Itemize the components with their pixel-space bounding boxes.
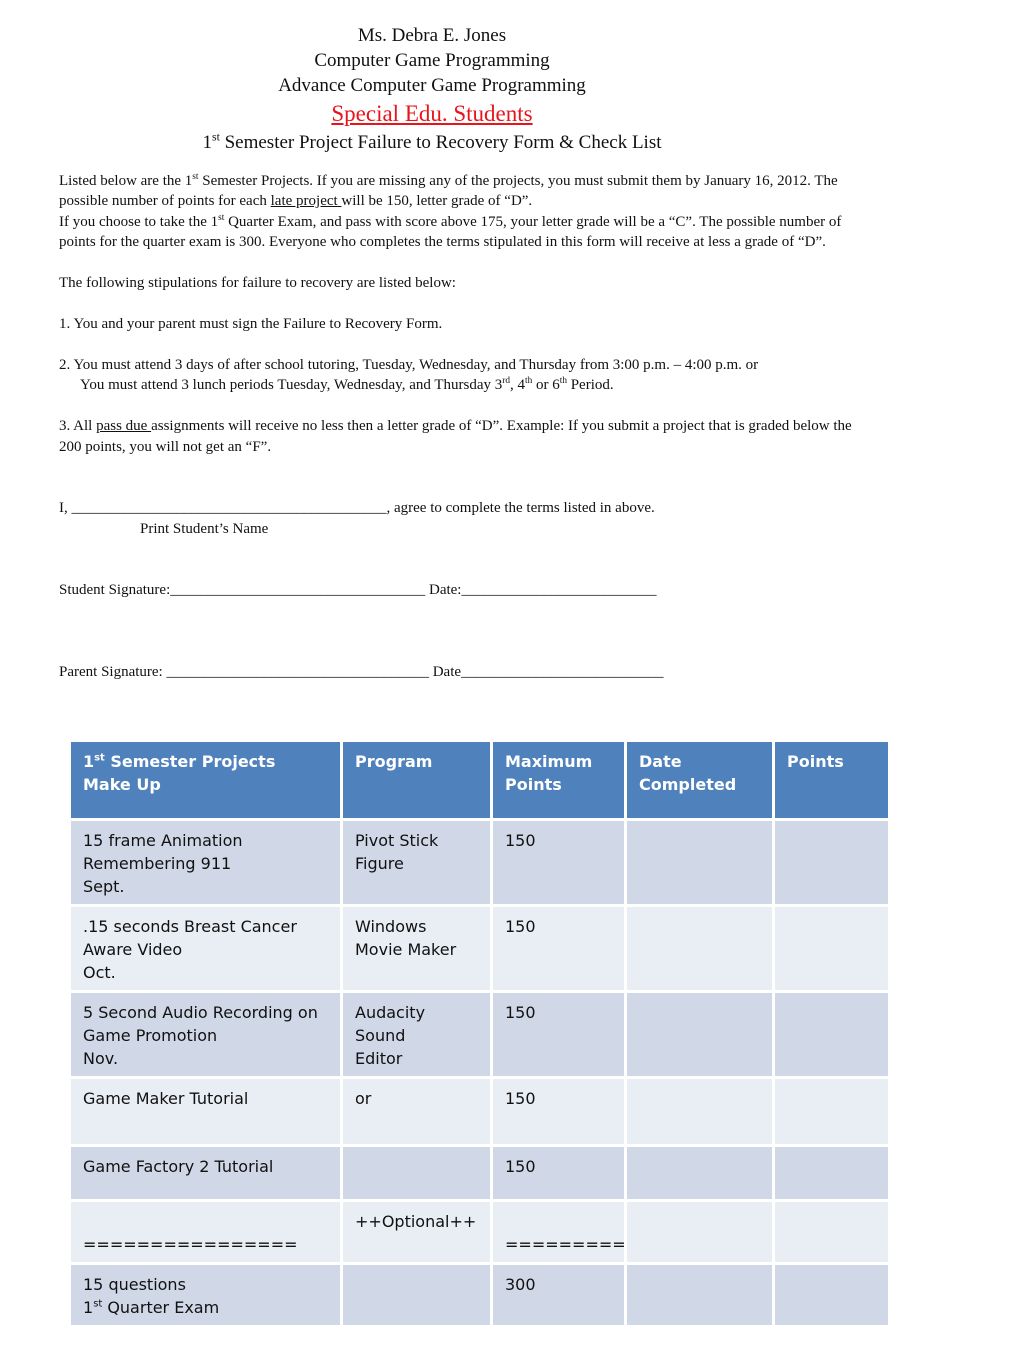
stipulations-heading: The following stipulations for failure to recovery are listed below:	[59, 275, 456, 291]
date-completed-cell	[626, 1201, 774, 1264]
date-completed-cell	[626, 1146, 774, 1201]
points-cell	[774, 1146, 890, 1201]
program-cell: or	[342, 1078, 492, 1146]
intro-line-3: If you choose to take the 1st Quarter Exam, and pass with score above 175, your letter grade will be a “C”. The possible number of	[59, 213, 842, 230]
max-points-cell: 150	[492, 1146, 626, 1201]
teacher-name: Ms. Debra E. Jones	[357, 25, 507, 46]
max-points-cell: 150	[492, 906, 626, 992]
intro-line-4: points for the quarter exam is 300. Everyone who completes the terms stipulated in this form will receive at less a grade of “D”.	[59, 234, 826, 250]
stipulation-3-cont: 200 points, you will not get an “F”.	[59, 439, 272, 455]
table-row	[70, 1146, 890, 1201]
intro-line-1: Listed below are the 1st Semester Projects. If you are missing any of the projects, you must submit them by January 16, 2012. The	[59, 172, 838, 189]
project-cell: 15 frame Animation Remembering 911 Sept.	[70, 820, 342, 906]
intro-line-2: possible number of points for each late project will be 150, letter grade of “D”.	[59, 193, 533, 209]
date-completed-cell	[626, 820, 774, 906]
stipulation-2: 2. You must attend 3 days of after school tutoring, Tuesday, Wednesday, and Thursday from 3:00 p.m. – 4:00 p.m. or	[59, 357, 759, 373]
student-signature-line: Student Signature:__________________________________ Date:__________________________	[59, 582, 657, 598]
header-projects: 1st Semester Projects Make Up	[70, 741, 342, 820]
header-max-points: Maximum Points	[492, 741, 626, 820]
points-cell	[774, 906, 890, 992]
table-row	[70, 906, 890, 992]
program-cell	[342, 1146, 492, 1201]
optional-label-cell: ++Optional++	[342, 1201, 492, 1264]
table-row	[70, 820, 890, 906]
max-points-cell: 150	[492, 1078, 626, 1146]
date-completed-cell	[626, 906, 774, 992]
stipulation-3: 3. All pass due assignments will receive no less then a letter grade of “D”. Example: If you submit a project that is graded below the	[59, 418, 852, 434]
agreement-line: I, __________________________________________, agree to complete the terms listed in above.	[59, 500, 655, 516]
separator-cell: ================	[70, 1201, 342, 1264]
parent-signature-line: Parent Signature: ___________________________________ Date___________________________	[59, 664, 664, 680]
header-points: Points	[774, 741, 890, 820]
project-cell: 15 questions 1st Quarter Exam	[70, 1264, 342, 1327]
points-cell	[774, 1201, 890, 1264]
points-cell	[774, 820, 890, 906]
points-cell	[774, 992, 890, 1078]
course-name-advanced: Advance Computer Game Programming	[278, 75, 586, 96]
print-name-caption: Print Student’s Name	[140, 521, 269, 537]
date-completed-cell	[626, 1264, 774, 1327]
course-name: Computer Game Programming	[314, 50, 550, 71]
project-cell: 5 Second Audio Recording on Game Promotion Nov.	[70, 992, 342, 1078]
table-header-row	[70, 741, 890, 820]
header-program: Program	[342, 741, 492, 820]
max-points-cell: 150	[492, 992, 626, 1078]
stipulation-1: 1. You and your parent must sign the Failure to Recovery Form.	[59, 316, 443, 332]
form-title: 1st Semester Project Failure to Recovery Form & Check List	[202, 130, 662, 153]
projects-table	[68, 739, 891, 1328]
stipulation-2-cont: You must attend 3 lunch periods Tuesday, Wednesday, and Thursday 3rd, 4th or 6th Period.	[80, 376, 614, 393]
special-edu-title: Special Edu. Students	[331, 101, 533, 126]
header-date-completed: Date Completed	[626, 741, 774, 820]
max-points-cell: 300	[492, 1264, 626, 1327]
max-points-cell: 150	[492, 820, 626, 906]
program-cell	[342, 1264, 492, 1327]
points-cell	[774, 1078, 890, 1146]
program-cell: Pivot Stick Figure	[342, 820, 492, 906]
date-completed-cell	[626, 992, 774, 1078]
program-cell: Windows Movie Maker	[342, 906, 492, 992]
project-cell: Game Maker Tutorial	[70, 1078, 342, 1146]
date-completed-cell	[626, 1078, 774, 1146]
separator-cell: =========	[492, 1201, 626, 1264]
table-row	[70, 992, 890, 1078]
project-cell: Game Factory 2 Tutorial	[70, 1146, 342, 1201]
points-cell	[774, 1264, 890, 1327]
table-row-optional	[70, 1201, 890, 1264]
table-row	[70, 1078, 890, 1146]
table-row	[70, 1264, 890, 1327]
program-cell: Audacity Sound Editor	[342, 992, 492, 1078]
project-cell: .15 seconds Breast Cancer Aware Video Oct.	[70, 906, 342, 992]
